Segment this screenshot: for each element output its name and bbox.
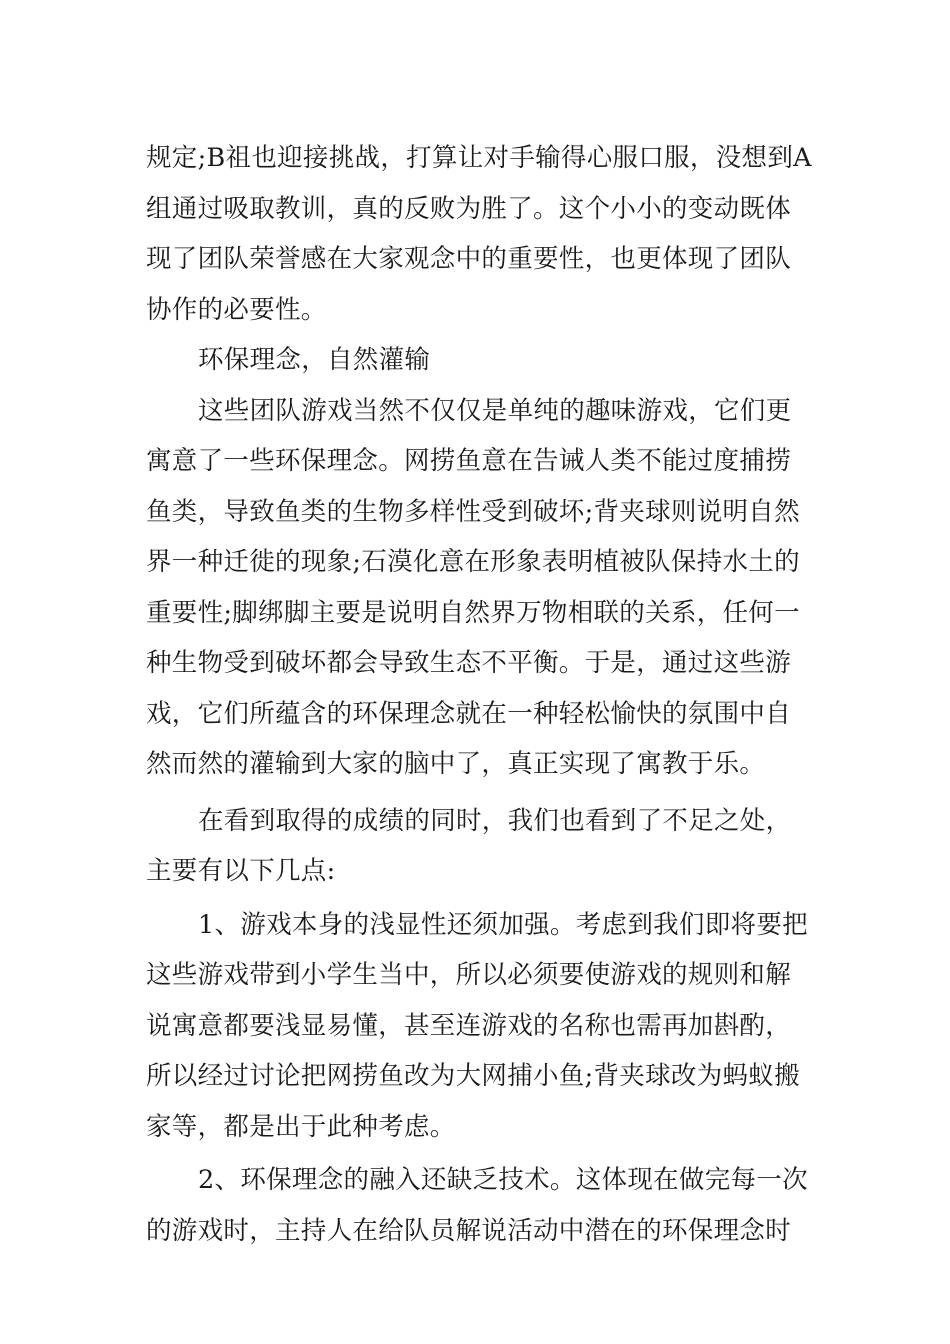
text-line: 协作的必要性。 [146, 294, 327, 325]
text-line: 规定;B祖也迎接挑战，打算让对手输得心服口服，没想到A [146, 143, 812, 173]
text-line: 主要有以下几点: [146, 856, 336, 886]
text-line: 现了团队荣誉感在大家观念中的重要性，也更体现了团队 [146, 244, 792, 274]
text-line: 1、游戏本身的浅显性还须加强。考虑到我们即将要把 [198, 909, 808, 940]
text-line: 的游戏时，主持人在给队员解说活动中潜在的环保理念时 [146, 1215, 792, 1246]
text-line: 种生物受到破坏都会导致生态不平衡。于是，通过这些游 [146, 648, 792, 678]
document-body [146, 133, 812, 1256]
text-line: 所以经过讨论把网捞鱼改为大网捕小鱼;背夹球改为蚂蚁搬 [146, 1061, 800, 1091]
text-line: 家等，都是出于此种考虑。 [146, 1111, 456, 1142]
text-line: 戏，它们所蕴含的环保理念就在一种轻松愉快的氛围中自 [146, 698, 792, 729]
text-line: 这些团队游戏当然不仅仅是单纯的趣味游戏，它们更 [198, 395, 792, 426]
text-line: 组通过吸取教训，真的反败为胜了。这个小小的变动既体 [146, 193, 792, 224]
text-line: 2、环保理念的融入还缺乏技术。这体现在做完每一次 [198, 1165, 808, 1195]
text-line: 说寓意都要浅显易懂，甚至连游戏的名称也需再加斟酌， [146, 1010, 792, 1041]
text-line: 界一种迁徙的现象;石漠化意在形象表明植被队保持水土的 [146, 547, 800, 577]
text-line: 寓意了一些环保理念。网捞鱼意在告诫人类不能过度捕捞 [146, 446, 792, 476]
text-line: 然而然的灌输到大家的脑中了，真正实现了寓教于乐。 [146, 749, 766, 779]
text-line: 重要性;脚绑脚主要是说明自然界万物相联的关系，任何一 [146, 597, 800, 628]
text-line: 这些游戏带到小学生当中，所以必须要使游戏的规则和解 [146, 960, 792, 990]
text-line: 在看到取得的成绩的同时，我们也看到了不足之处， [198, 805, 792, 836]
section-heading: 环保理念，自然灌输 [198, 345, 431, 375]
text-line: 鱼类，导致鱼类的生物多样性受到破坏;背夹球则说明自然 [146, 496, 800, 527]
